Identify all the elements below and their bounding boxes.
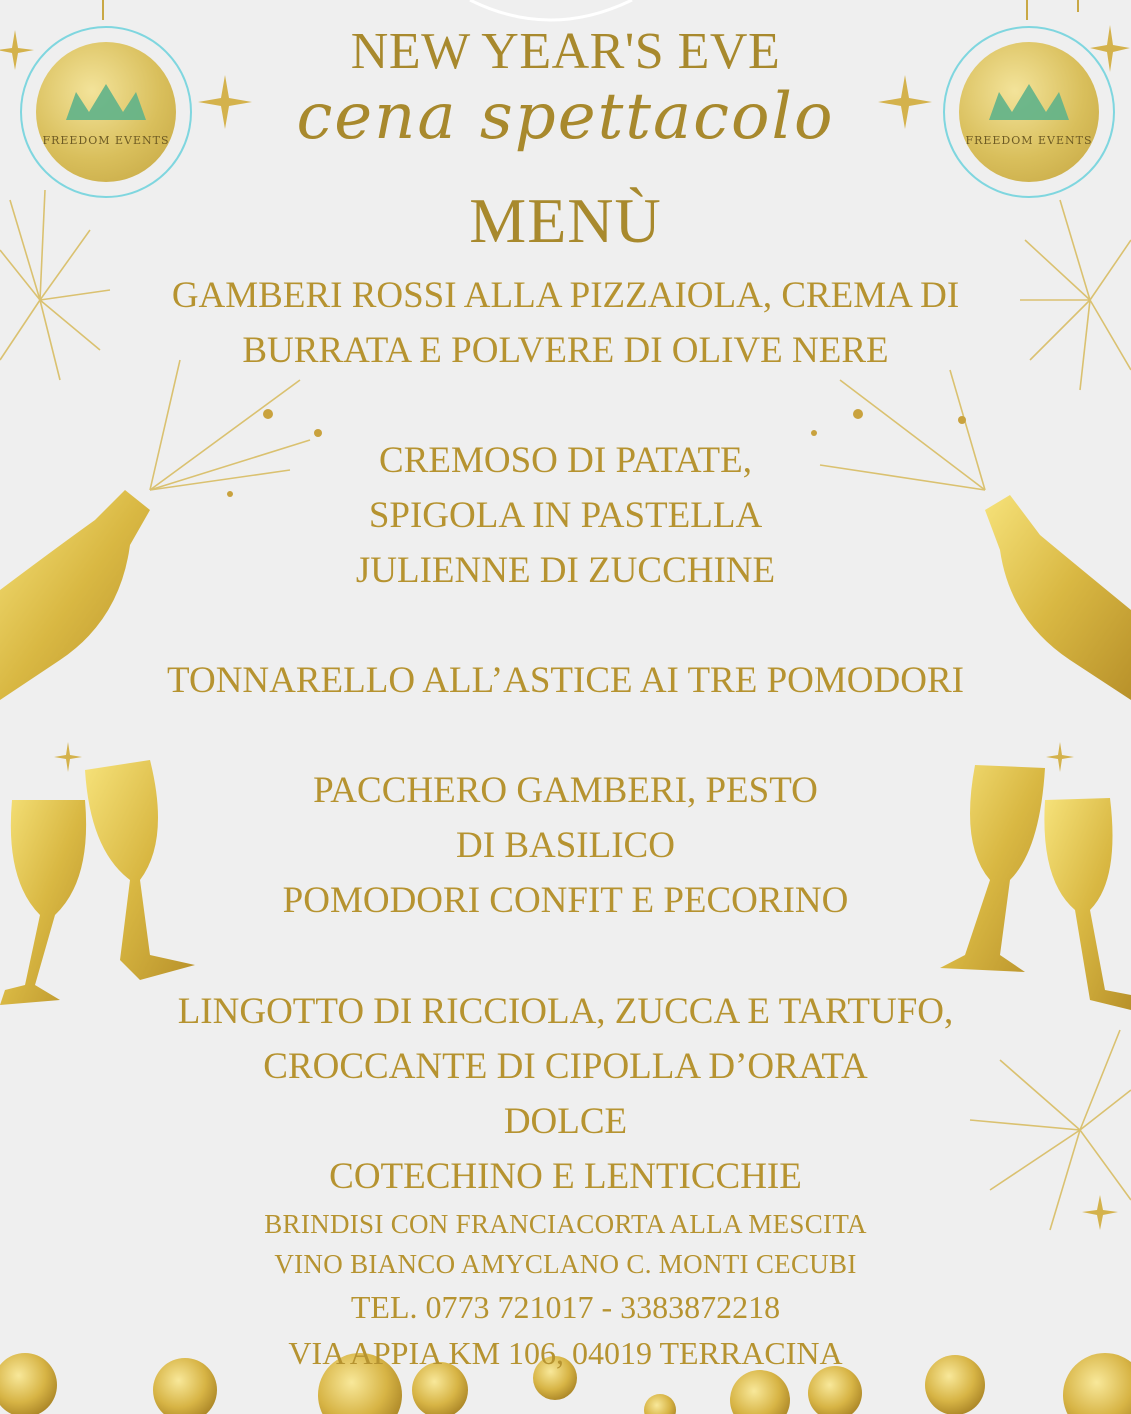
course-tonnarello xyxy=(0,653,1131,708)
course-extra: COTECHINO E LENTICCHIE xyxy=(329,1156,802,1197)
course-line: LINGOTTO DI RICCIOLA, ZUCCA E TARTUFO, xyxy=(177,991,954,1032)
course-line: JULIENNE DI ZUCCHINE xyxy=(355,550,776,591)
course-dessert: DOLCE xyxy=(503,1101,628,1142)
course-antipasto xyxy=(0,268,1131,378)
title-new-years-eve: NEW YEAR'S EVE xyxy=(350,23,781,80)
course-line: CROCCANTE DI CIPOLLA D’ORATA xyxy=(263,1046,868,1087)
course-lingotto xyxy=(0,984,1131,1204)
course-line: SPIGOLA IN PASTELLA xyxy=(368,495,763,536)
phone-number: TEL. 0773 721017 - 3383872218 xyxy=(350,1289,781,1325)
logo-text: FREEDOM EVENTS xyxy=(42,134,170,147)
hanging-strings xyxy=(103,0,1078,20)
course-line: PACCHERO GAMBERI, PESTO xyxy=(313,770,818,811)
address: VIA APPIA KM 106, 04019 TERRACINA xyxy=(288,1335,843,1371)
footer xyxy=(0,1204,1131,1376)
title-cena-spettacolo: cena spettacolo xyxy=(296,80,835,154)
course-line: CREMOSO DI PATATE, xyxy=(379,440,752,481)
drink-line: VINO BIANCO AMYCLANO C. MONTI CECUBI xyxy=(274,1249,857,1279)
course-pacchero xyxy=(0,763,1131,928)
course-line: GAMBERI ROSSI ALLA PIZZAIOLA, CREMA DI xyxy=(171,275,960,316)
course-secondo xyxy=(0,433,1131,598)
title-menu: MENÙ xyxy=(469,185,662,256)
logo-text: FREEDOM EVENTS xyxy=(965,134,1093,147)
course-line: DI BASILICO xyxy=(456,825,675,866)
top-arc xyxy=(470,0,632,20)
drink-line: BRINDISI CON FRANCIACORTA ALLA MESCITA xyxy=(264,1209,867,1239)
course-line: TONNARELLO ALL’ASTICE AI TRE POMODORI xyxy=(167,660,964,701)
course-line: POMODORI CONFIT E PECORINO xyxy=(282,880,849,921)
course-line: BURRATA E POLVERE DI OLIVE NERE xyxy=(242,330,889,371)
